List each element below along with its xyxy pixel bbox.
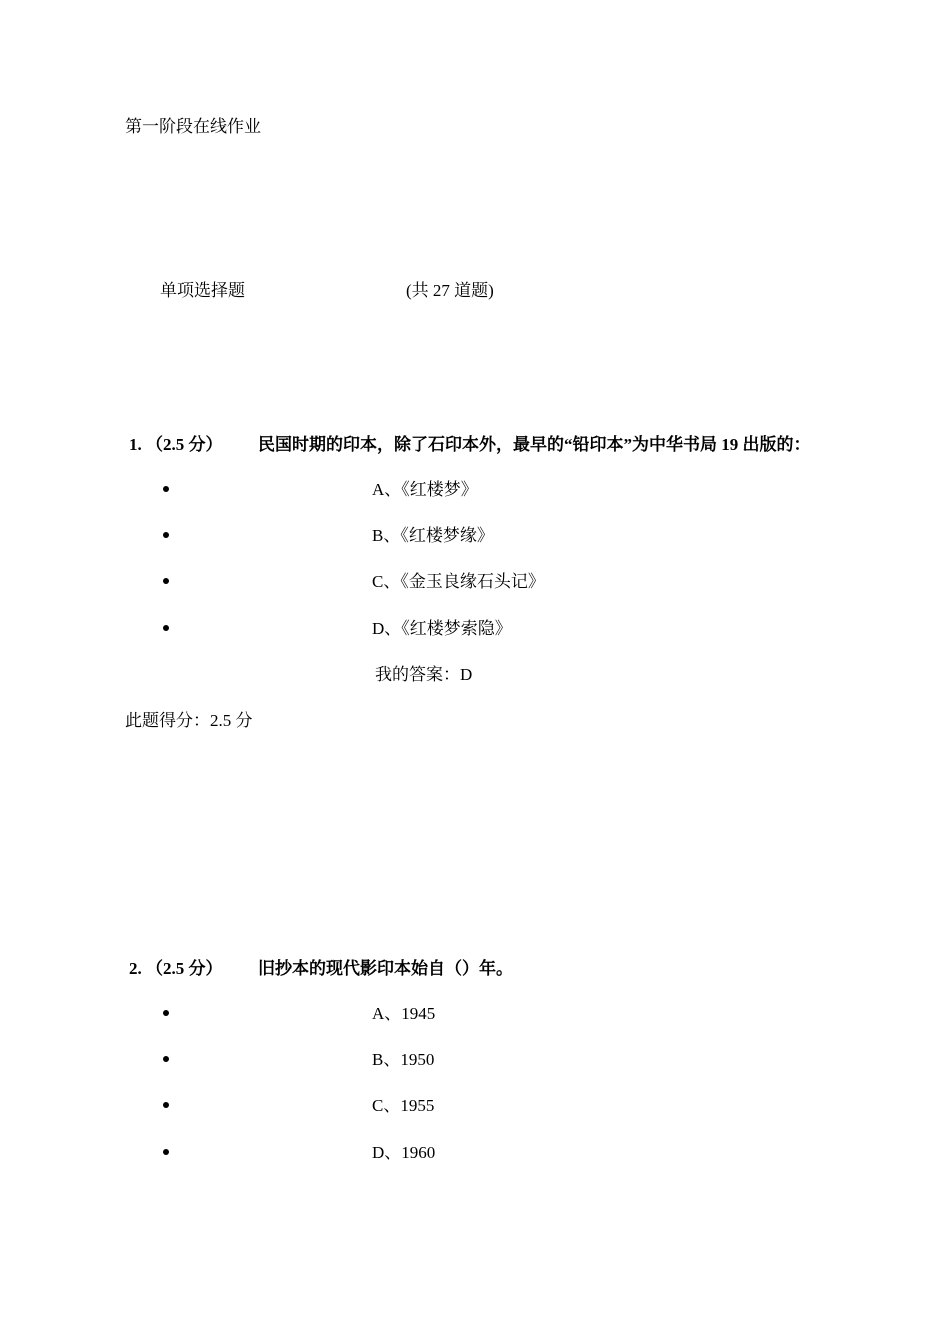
bullet-icon <box>163 1010 169 1016</box>
option-label: A、1945 <box>372 1004 436 1023</box>
option-label: D、1960 <box>372 1143 436 1162</box>
option-label: B、《红楼梦缘》 <box>372 526 494 545</box>
question-number: 2. <box>129 959 142 978</box>
question-number: 1. <box>129 435 142 454</box>
question-text: 民国时期的印本，除了石印本外，最早的“铅印本”为中华书局 19 出版的： <box>258 435 811 454</box>
section-count: (共 27 道题) <box>406 281 494 300</box>
option-label: C、1955 <box>372 1096 435 1115</box>
bullet-icon <box>163 486 169 492</box>
bullet-icon <box>163 532 169 538</box>
bullet-icon <box>163 578 169 584</box>
my-answer: 我的答案：D <box>375 665 473 684</box>
bullet-icon <box>163 625 169 631</box>
option-label: A、《红楼梦》 <box>372 480 478 499</box>
page-title: 第一阶段在线作业 <box>125 117 261 136</box>
section-label: 单项选择题 <box>160 281 245 300</box>
option-label: D、《红楼梦索隐》 <box>372 619 512 638</box>
bullet-icon <box>163 1149 169 1155</box>
question-text: 旧抄本的现代影印本始自（）年。 <box>258 959 513 978</box>
question-score: （2.5 分） <box>146 435 223 454</box>
question-score: （2.5 分） <box>146 959 223 978</box>
question-result: 此题得分：2.5 分 <box>125 711 253 730</box>
bullet-icon <box>163 1102 169 1108</box>
option-label: B、1950 <box>372 1050 435 1069</box>
bullet-icon <box>163 1056 169 1062</box>
option-label: C、《金玉良缘石头记》 <box>372 572 545 591</box>
